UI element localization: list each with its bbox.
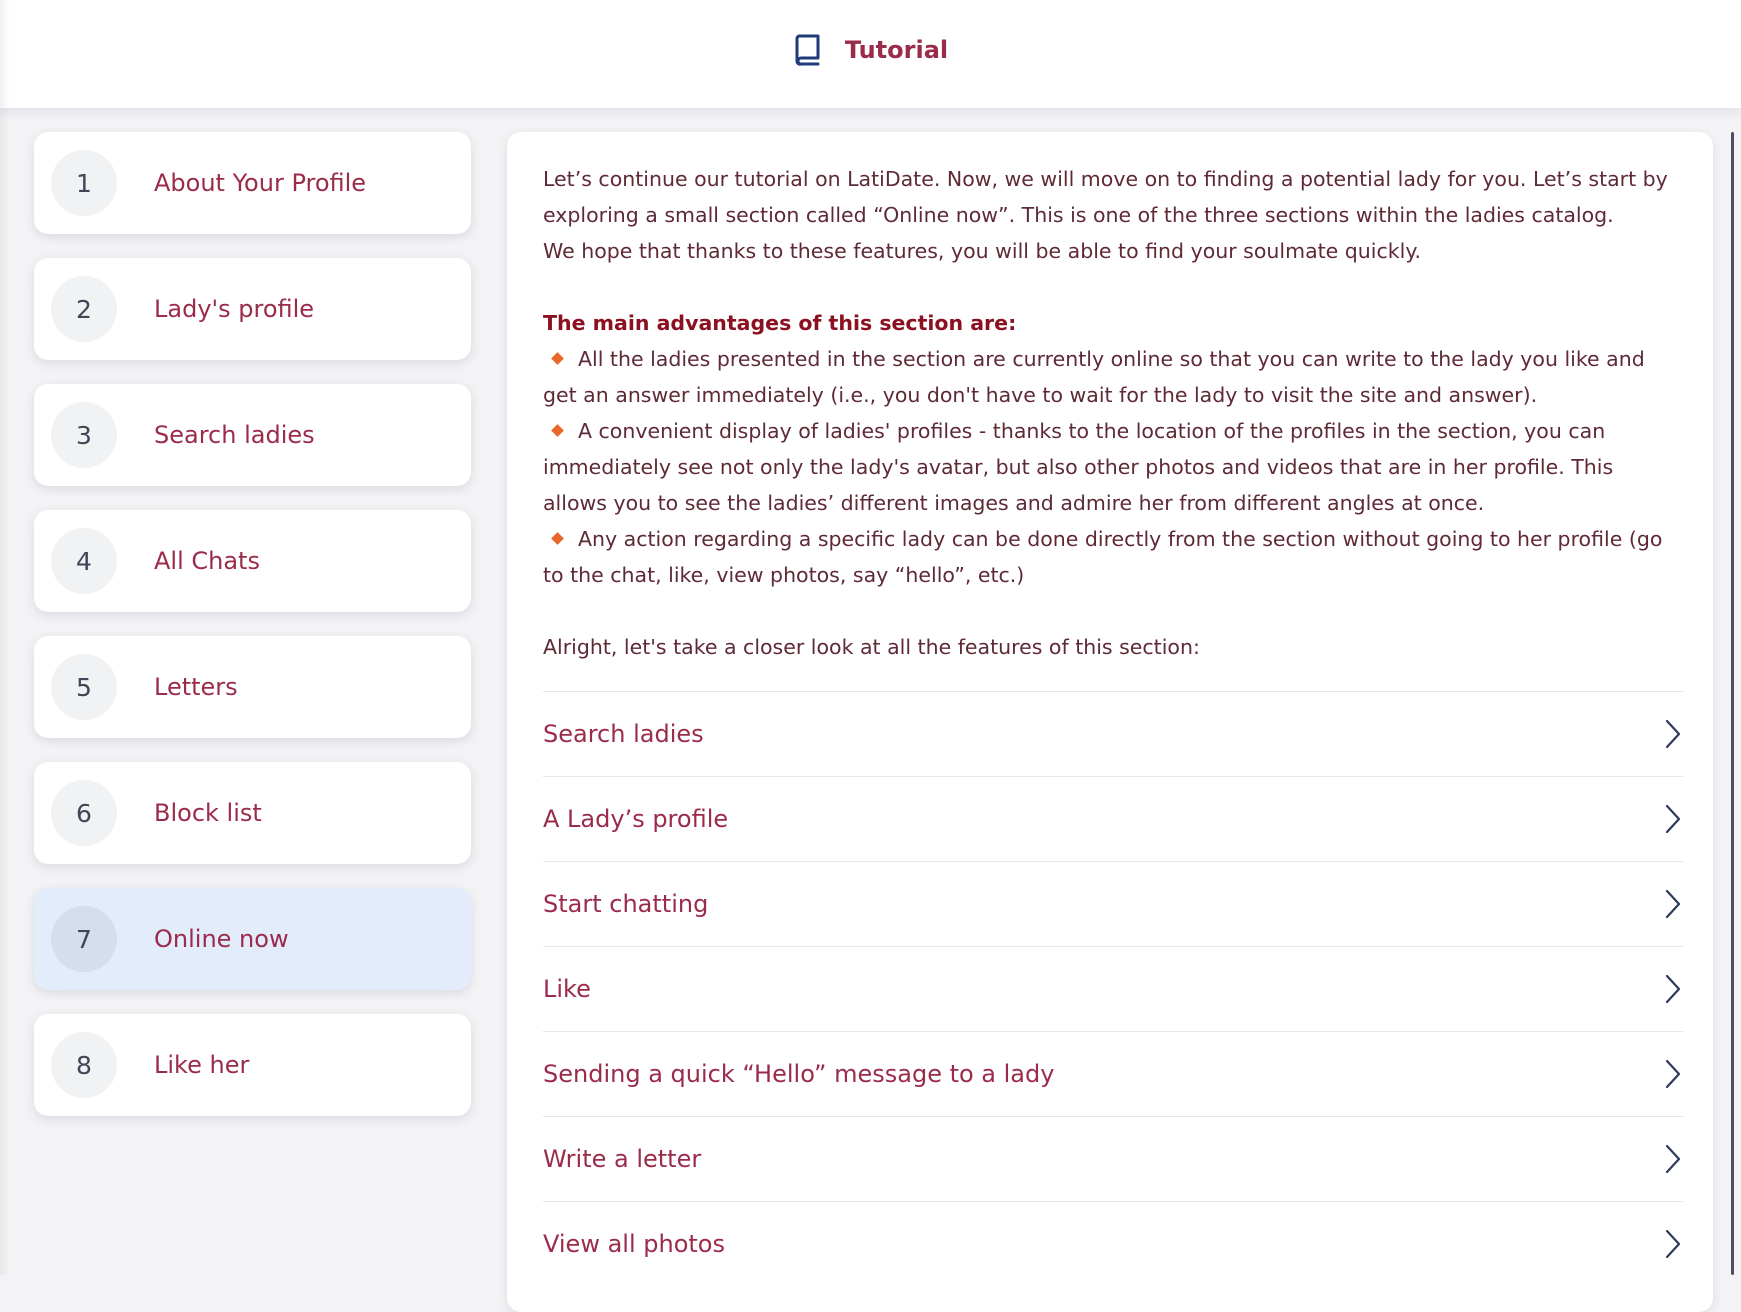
spacer <box>543 269 1683 305</box>
step-number: 8 <box>51 1032 117 1098</box>
intro-paragraph-2: We hope that thanks to these features, you will be able to find your soulmate quickly. <box>543 239 1422 263</box>
sidebar-item-label: About Your Profile <box>154 169 367 197</box>
sidebar-item-label: Block list <box>154 799 262 827</box>
advantage-text: Any action regarding a specific lady can be done directly from the section without going to her profile (go to the chat, like, view photos, say “hello”, etc.) <box>543 527 1663 587</box>
advantage-item <box>543 521 1683 593</box>
advantage-item <box>543 341 1683 413</box>
sidebar-item-block-list[interactable] <box>34 762 471 864</box>
sidebar-item-label: Search ladies <box>154 421 315 449</box>
chevron-right-icon <box>1665 889 1681 919</box>
feature-label: A Lady’s profile <box>543 805 729 833</box>
chevron-right-icon <box>1665 974 1681 1004</box>
sidebar-item-all-chats[interactable] <box>34 510 471 612</box>
feature-item-search-ladies[interactable] <box>543 691 1683 776</box>
feature-item-like[interactable] <box>543 946 1683 1031</box>
diamond-bullet-icon <box>551 424 564 437</box>
book-icon <box>793 33 823 67</box>
left-edge-shadow <box>0 0 10 1275</box>
sidebar-item-like-her[interactable] <box>34 1014 471 1116</box>
step-number: 1 <box>51 150 117 216</box>
chevron-right-icon <box>1665 804 1681 834</box>
advantage-text: All the ladies presented in the section are currently online so that you can write to the lady you like and get an answer immediately (i.e., you don't have to wait for the lady to visit the site and answer). <box>543 347 1645 407</box>
page-title: Tutorial <box>844 36 949 64</box>
tutorial-content-panel <box>507 132 1713 1312</box>
sidebar-item-label: All Chats <box>154 547 260 575</box>
step-number: 4 <box>51 528 117 594</box>
advantages-heading: The main advantages of this section are: <box>543 311 1017 335</box>
feature-label: Start chatting <box>543 890 709 918</box>
feature-item-hello-message[interactable] <box>543 1031 1683 1116</box>
sidebar-item-label: Lady's profile <box>154 295 315 323</box>
tutorial-content-body <box>543 161 1683 1286</box>
sidebar-item-letters[interactable] <box>34 636 471 738</box>
feature-label: Write a letter <box>543 1145 702 1173</box>
step-number: 7 <box>51 906 117 972</box>
chevron-right-icon <box>1665 1144 1681 1174</box>
content-scrollbar[interactable] <box>1731 132 1734 1275</box>
step-number: 3 <box>51 402 117 468</box>
app-header <box>0 0 1741 108</box>
sidebar-item-ladys-profile[interactable] <box>34 258 471 360</box>
chevron-right-icon <box>1665 1229 1681 1259</box>
feature-label: Sending a quick “Hello” message to a lady <box>543 1060 1055 1088</box>
feature-label: Like <box>543 975 591 1003</box>
diamond-bullet-icon <box>551 532 564 545</box>
header-title-group <box>0 0 1741 100</box>
sidebar-item-label: Letters <box>154 673 238 701</box>
step-number: 5 <box>51 654 117 720</box>
sidebar-item-about-your-profile[interactable] <box>34 132 471 234</box>
sidebar-item-online-now[interactable] <box>34 888 471 990</box>
tutorial-steps-sidebar <box>34 132 471 1140</box>
chevron-right-icon <box>1665 719 1681 749</box>
feature-item-write-letter[interactable] <box>543 1116 1683 1201</box>
step-number: 2 <box>51 276 117 342</box>
sidebar-item-label: Like her <box>154 1051 250 1079</box>
step-number: 6 <box>51 780 117 846</box>
feature-label: View all photos <box>543 1230 725 1258</box>
chevron-right-icon <box>1665 1059 1681 1089</box>
sidebar-item-search-ladies[interactable] <box>34 384 471 486</box>
spacer <box>543 593 1683 629</box>
closing-paragraph: Alright, let's take a closer look at all the features of this section: <box>543 635 1200 659</box>
advantage-item <box>543 413 1683 521</box>
feature-item-view-all-photos[interactable] <box>543 1201 1683 1286</box>
diamond-bullet-icon <box>551 352 564 365</box>
intro-paragraph: Let’s continue our tutorial on LatiDate. Now, we will move on to finding a potential lady for you. Let’s start by exploring a small section called “Online now”. This is one of the three sections within the ladies catalog. <box>543 167 1668 227</box>
sidebar-item-label: Online now <box>154 925 289 953</box>
advantage-text: A convenient display of ladies' profiles - thanks to the location of the profiles in the section, you can immediately see not only the lady's avatar, but also other photos and videos that are in her profile. This allows you to see the ladies’ different images and admire her from different angles at once. <box>543 419 1614 515</box>
features-list <box>543 691 1683 1286</box>
feature-item-ladys-profile[interactable] <box>543 776 1683 861</box>
feature-item-start-chatting[interactable] <box>543 861 1683 946</box>
feature-label: Search ladies <box>543 720 704 748</box>
